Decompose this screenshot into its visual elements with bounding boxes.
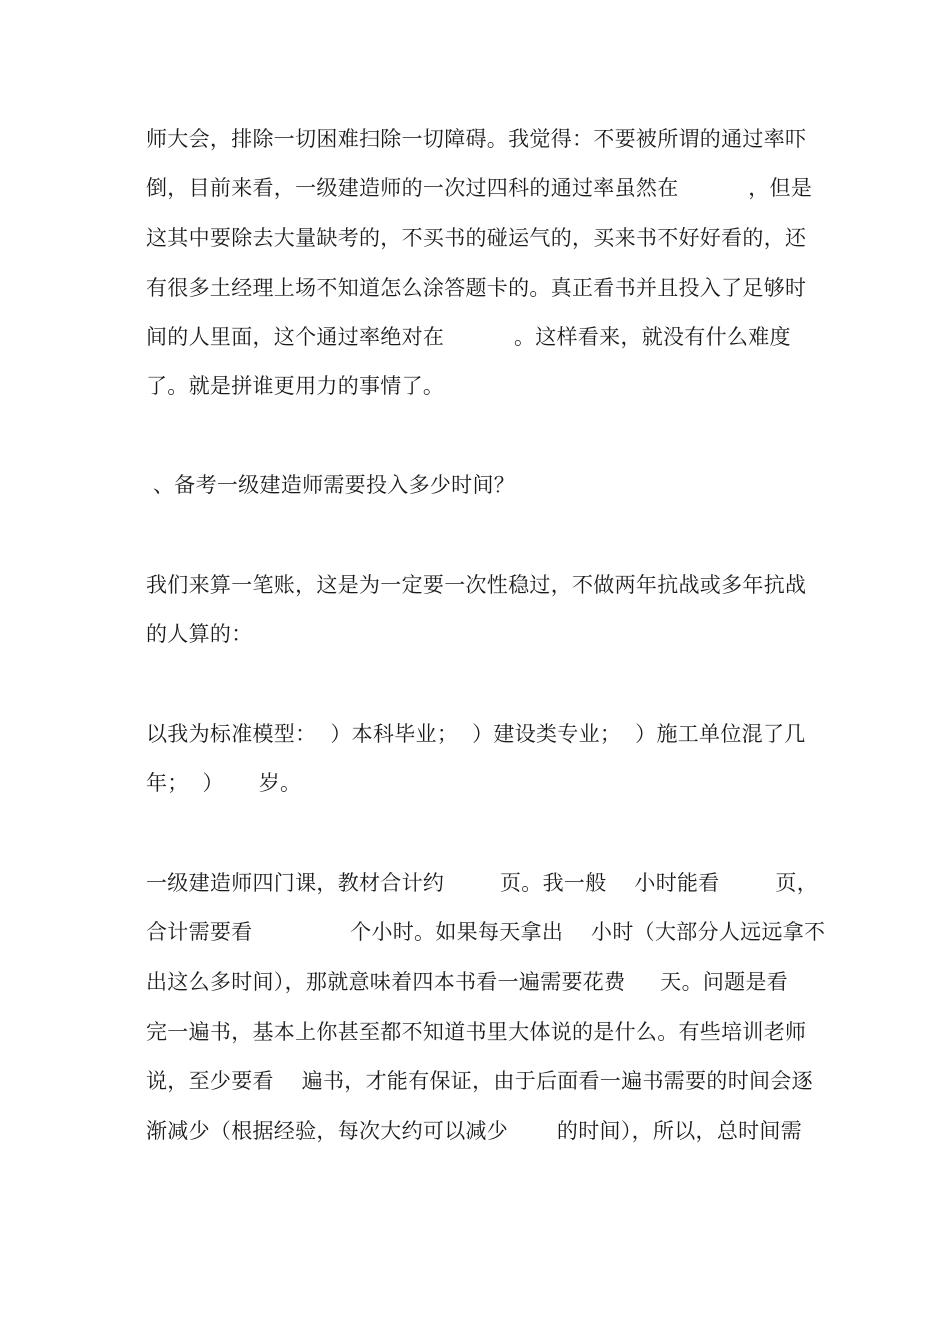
paragraph-line: 一级建造师四门课，教材合计约 页。我一般 小时能看 页， — [146, 871, 819, 895]
paragraph-line: 有很多土经理上场不知道怎么涂答题卡的。真正看书并且投入了足够时 — [146, 276, 807, 300]
paragraph-line: 了。就是拼谁更用力的事情了。 — [146, 374, 445, 398]
paragraph-line: 年； ） 岁。 — [146, 771, 302, 795]
paragraph-line: 说，至少要看 遍书，才能有保证，由于后面看一遍书需要的时间会逐 — [146, 1069, 813, 1093]
paragraph-line: 完一遍书，基本上你甚至都不知道书里大体说的是什么。有些培训老师 — [146, 1020, 807, 1044]
section-heading: 、备考一级建造师需要投入多少时间？ — [146, 473, 516, 497]
paragraph-line: 间的人里面，这个通过率绝对在 。这样看来，就没有什么难度 — [146, 325, 791, 349]
paragraph-line: 我们来算一笔账，这是为一定要一次性稳过，不做两年抗战或多年抗战 — [146, 573, 807, 597]
paragraph-line: 合计需要看 个小时。如果每天拿出 小时（大部分人远远拿不 — [146, 920, 826, 944]
paragraph-line: 以我为标准模型： ）本科毕业； ）建设类专业； ）施工单位混了几 — [146, 722, 806, 746]
paragraph-line: 的人算的： — [146, 622, 253, 646]
paragraph-line: 渐减少（根据经验，每次大约可以减少 的时间），所以，总时间需 — [146, 1119, 803, 1143]
paragraph-line: 倒，目前来看，一级建造师的一次过四科的通过率虽然在 ，但是 — [146, 176, 813, 200]
paragraph-line: 出这么多时间），那就意味着四本书看一遍需要花费 天。问题是看 — [146, 970, 789, 994]
paragraph-line: 这其中要除去大量缺考的，不买书的碰运气的，买来书不好好看的，还 — [146, 226, 807, 250]
paragraph-line: 师大会，排除一切困难扫除一切障碍。我觉得：不要被所谓的通过率吓 — [146, 127, 807, 151]
